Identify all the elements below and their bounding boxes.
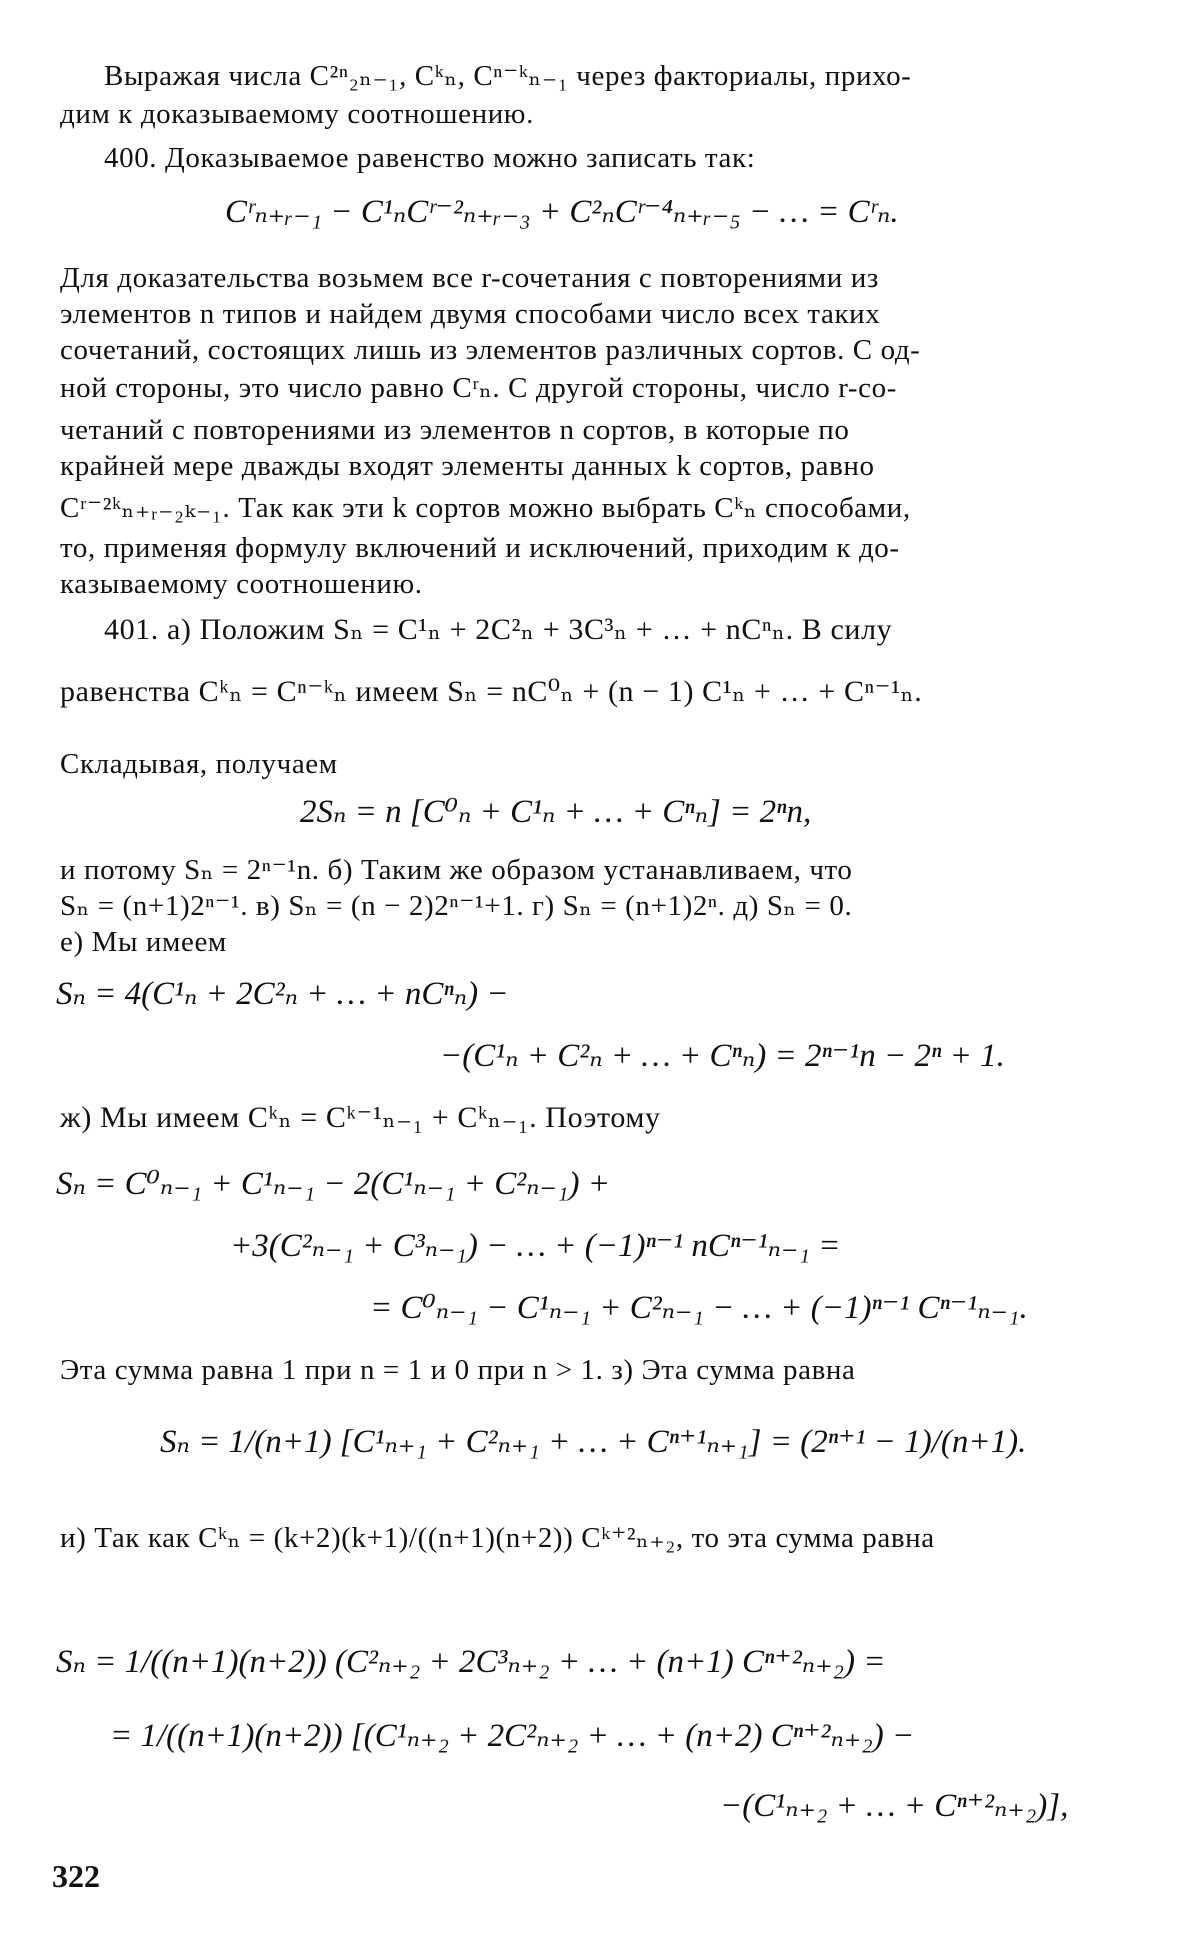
formula: +3(C²ₙ₋₁ + C³ₙ₋₁) − … + (−1)ⁿ⁻¹ nCⁿ⁻¹ₙ₋₁ =	[230, 1228, 841, 1264]
problem-400-heading: 400. Доказываемое равенство можно записать так:	[104, 142, 756, 174]
text-line: Выражая числа C²ⁿ₂ₙ₋₁, Cᵏₙ, Cⁿ⁻ᵏₙ₋₁ через факториалы, прихо-	[104, 60, 912, 92]
formula: −(C¹ₙ₊₂ + … + Cⁿ⁺²ₙ₊₂)],	[720, 1788, 1069, 1824]
text-line: Sₙ = (n+1)2ⁿ⁻¹. в) Sₙ = (n − 2)2ⁿ⁻¹+1. г) Sₙ = (n+1)2ⁿ. д) Sₙ = 0.	[60, 890, 853, 922]
text-line: элементов n типов и найдем двумя способами число всех таких	[60, 298, 881, 330]
formula: Sₙ = 4(C¹ₙ + 2C²ₙ + … + nCⁿₙ) −	[56, 976, 509, 1012]
text-line: сочетаний, состоящих лишь из элементов различных сортов. С од-	[60, 334, 921, 366]
text-line: равенства Cᵏₙ = Cⁿ⁻ᵏₙ имеем Sₙ = nC⁰ₙ + (n − 1) C¹ₙ + … + Cⁿ⁻¹ₙ.	[60, 675, 923, 708]
formula: Sₙ = C⁰ₙ₋₁ + C¹ₙ₋₁ − 2(C¹ₙ₋₁ + C²ₙ₋₁) +	[56, 1166, 610, 1202]
text-line: и потому Sₙ = 2ⁿ⁻¹n. б) Таким же образом устанавливаем, что	[60, 854, 853, 886]
text-line: дим к доказываемому соотношению.	[60, 98, 534, 130]
text-line: Складывая, получаем	[60, 748, 338, 780]
formula: = 1/((n+1)(n+2)) [(C¹ₙ₊₂ + 2C²ₙ₊₂ + … + (n+2) Cⁿ⁺²ₙ₊₂) −	[110, 1718, 915, 1754]
formula: Sₙ = 1/((n+1)(n+2)) (C²ₙ₊₂ + 2C³ₙ₊₂ + … + (n+1) Cⁿ⁺²ₙ₊₂) =	[56, 1644, 886, 1680]
text-line: крайней мере дважды входят элементы данных k сортов, равно	[60, 450, 875, 482]
text-line: то, применяя формулу включений и исключений, приходим к до-	[60, 532, 900, 564]
formula: = C⁰ₙ₋₁ − C¹ₙ₋₁ + C²ₙ₋₁ − … + (−1)ⁿ⁻¹ Cⁿ⁻¹ₙ₋₁.	[370, 1290, 1028, 1326]
text-line: четаний с повторениями из элементов n сортов, в которые по	[60, 414, 850, 446]
text-line: и) Так как Cᵏₙ = (k+2)(k+1)/((n+1)(n+2)) Cᵏ⁺²ₙ₊₂, то эта сумма равна	[60, 1522, 935, 1554]
page-number: 322	[52, 1858, 100, 1894]
problem-401-heading: 401. а) Положим Sₙ = C¹ₙ + 2C²ₙ + 3C³ₙ + … + nCⁿₙ. В силу	[104, 613, 893, 646]
text-line: Для доказательства возьмем все r-сочетания с повторениями из	[60, 262, 879, 294]
formula: Sₙ = 1/(n+1) [C¹ₙ₊₁ + C²ₙ₊₁ + … + Cⁿ⁺¹ₙ₊₁] = (2ⁿ⁺¹ − 1)/(n+1).	[160, 1424, 1027, 1460]
text-line: ной стороны, это число равно Cʳₙ. С другой стороны, число r-со-	[60, 372, 897, 404]
text-line: е) Мы имеем	[60, 926, 227, 958]
formula: −(C¹ₙ + C²ₙ + … + Cⁿₙ) = 2ⁿ⁻¹n − 2ⁿ + 1.	[440, 1038, 1005, 1074]
formula: Cʳₙ₊ᵣ₋₁ − C¹ₙCʳ⁻²ₙ₊ᵣ₋₃ + C²ₙCʳ⁻⁴ₙ₊ᵣ₋₅ − … = Cʳₙ.	[225, 194, 899, 230]
text-line: казываемому соотношению.	[60, 568, 423, 600]
text-line: Эта сумма равна 1 при n = 1 и 0 при n > 1. з) Эта сумма равна	[60, 1354, 856, 1386]
text-line: ж) Мы имеем Cᵏₙ = Cᵏ⁻¹ₙ₋₁ + Cᵏₙ₋₁. Поэтому	[60, 1101, 661, 1134]
formula: 2Sₙ = n [C⁰ₙ + C¹ₙ + … + Cⁿₙ] = 2ⁿn,	[300, 794, 812, 830]
text-line: Cʳ⁻²ᵏₙ₊ᵣ₋₂ₖ₋₁. Так как эти k сортов можно выбрать Cᵏₙ способами,	[60, 492, 911, 524]
